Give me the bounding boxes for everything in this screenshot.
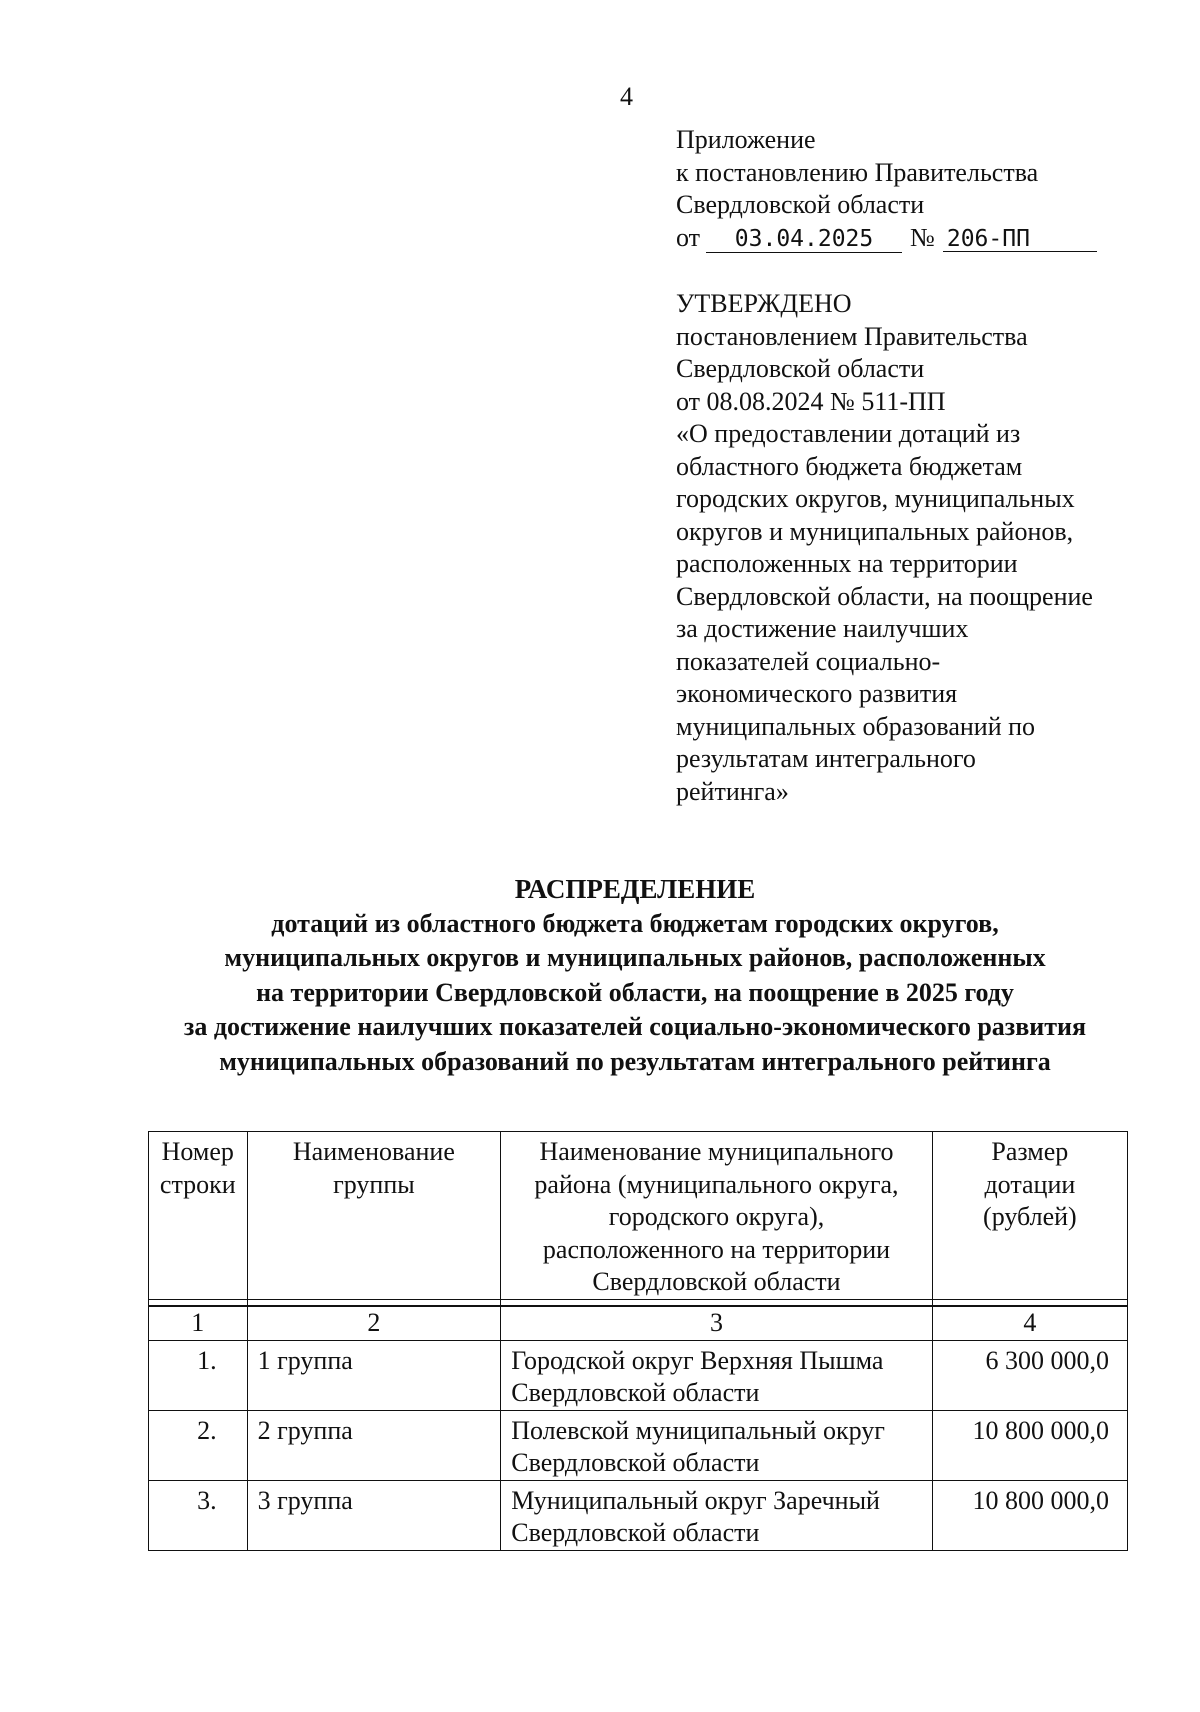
appendix-decree-line: к постановлению Правительства xyxy=(676,157,1039,187)
table-row xyxy=(149,1340,1128,1410)
municipality-name-line: Свердловской области xyxy=(511,1378,760,1407)
municipality-name-line: Муниципальный округ Заречный xyxy=(511,1485,880,1515)
header-text: Наименование xyxy=(292,1137,455,1166)
title-main: РАСПРЕДЕЛЕНИЕ xyxy=(514,874,756,904)
appendix-date-number-line xyxy=(676,222,1097,255)
title-line: дотаций из областного бюджета бюджетам городских округов, xyxy=(271,908,999,938)
subsidy-amount: 10 800 000,0 xyxy=(932,1410,1127,1480)
approved-line: УТВЕРЖДЕНО xyxy=(676,289,852,318)
municipality-name-line: Полевской муниципальный округ xyxy=(511,1415,885,1445)
header-text: (рублей) xyxy=(983,1202,1077,1231)
from-label: от xyxy=(676,222,701,252)
group-name: 2 группа xyxy=(247,1410,501,1480)
column-number-row xyxy=(149,1307,1128,1341)
decree-number: 206-ПП xyxy=(943,228,1097,252)
approved-line: городских округов, муниципальных xyxy=(676,484,1075,513)
header-subsidy-amount xyxy=(932,1132,1127,1300)
approved-line: от 08.08.2024 № 511-ПП xyxy=(676,386,946,416)
appendix-region-line: Свердловской области xyxy=(676,190,925,219)
table-row xyxy=(149,1410,1128,1480)
header-text: Номер xyxy=(161,1137,234,1166)
approved-line: показателей социально- xyxy=(676,646,941,676)
header-text: Свердловской области xyxy=(592,1267,841,1296)
header-text: группы xyxy=(333,1169,415,1199)
approved-line: результатам интегрального xyxy=(676,744,976,773)
header-municipality-name xyxy=(501,1132,933,1300)
column-number: 2 xyxy=(247,1307,501,1341)
approved-line: областного бюджета бюджетам xyxy=(676,451,1023,481)
group-name: 1 группа xyxy=(247,1340,501,1410)
table-row xyxy=(149,1480,1128,1550)
header-group-name xyxy=(247,1132,501,1300)
approved-line: муниципальных образований по xyxy=(676,711,1036,741)
column-number: 3 xyxy=(501,1307,933,1341)
row-number: 1. xyxy=(149,1340,248,1410)
column-number: 4 xyxy=(932,1307,1127,1341)
subsidy-amount: 6 300 000,0 xyxy=(932,1340,1127,1410)
approved-line: расположенных на территории xyxy=(676,549,1018,578)
group-name: 3 группа xyxy=(247,1480,501,1550)
header-row-number xyxy=(149,1132,248,1300)
municipality-name xyxy=(501,1480,933,1550)
approved-line: экономического развития xyxy=(676,679,958,708)
decree-date: 03.04.2025 xyxy=(706,228,902,253)
approved-line: Свердловской области, на поощрение xyxy=(676,581,1093,611)
approved-line: «О предоставлении дотаций из xyxy=(676,419,1021,448)
subsidy-amount: 10 800 000,0 xyxy=(932,1480,1127,1550)
approved-line: за достижение наилучших xyxy=(676,614,969,643)
document-title xyxy=(100,872,1170,1079)
header-text: Наименование муниципального xyxy=(539,1137,894,1166)
row-number: 3. xyxy=(149,1480,248,1550)
title-line: за достижение наилучших показателей социально-экономического развития xyxy=(183,1012,1087,1041)
header-text: расположенного на территории xyxy=(542,1234,891,1264)
municipality-name-line: Свердловской области xyxy=(511,1518,760,1547)
page-number: 4 xyxy=(620,82,633,111)
header-text: городского округа), xyxy=(608,1202,825,1231)
approved-block xyxy=(676,288,1093,808)
header-text: Размер xyxy=(991,1137,1069,1166)
number-label: № xyxy=(910,222,935,252)
distribution-table xyxy=(148,1131,1128,1551)
municipality-name xyxy=(501,1340,933,1410)
appendix-block xyxy=(676,124,1097,254)
table-header-row xyxy=(149,1132,1128,1300)
approved-line: округов и муниципальных районов, xyxy=(676,516,1074,546)
appendix-title: Приложение xyxy=(676,125,816,154)
header-text: района (муниципального округа, xyxy=(534,1169,899,1199)
approved-line: Свердловской области xyxy=(676,354,925,383)
header-separator xyxy=(149,1300,1128,1307)
municipality-name-line: Свердловской области xyxy=(511,1448,760,1477)
municipality-name xyxy=(501,1410,933,1480)
municipality-name-line: Городской округ Верхняя Пышма xyxy=(511,1345,884,1375)
approved-line: рейтинга» xyxy=(676,776,789,806)
column-number: 1 xyxy=(149,1307,248,1341)
title-line: на территории Свердловской области, на поощрение в 2025 году xyxy=(256,977,1014,1007)
header-text: дотации xyxy=(984,1169,1076,1199)
header-text: строки xyxy=(159,1169,236,1199)
title-line: муниципальных образований по результатам интегрального рейтинга xyxy=(219,1046,1051,1076)
row-number: 2. xyxy=(149,1410,248,1480)
title-line: муниципальных округов и муниципальных районов, расположенных xyxy=(224,943,1046,972)
approved-line: постановлением Правительства xyxy=(676,321,1028,351)
